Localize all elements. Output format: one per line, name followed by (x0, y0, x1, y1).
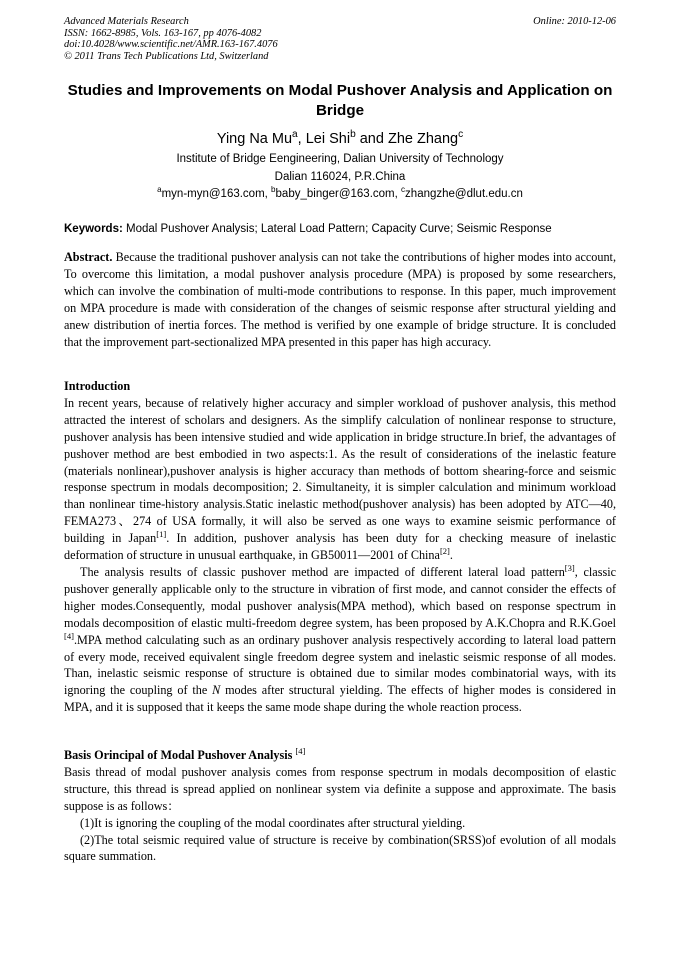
abstract-label: Abstract. (64, 250, 113, 264)
keywords-text: Modal Pushover Analysis; Lateral Load Pattern; Capacity Curve; Seismic Response (122, 223, 552, 235)
affiliation-city: Dalian 116024, P.R.China (274, 170, 406, 183)
citation-ref: [4] (295, 745, 306, 756)
author-list (64, 130, 616, 148)
author-superscript: c (458, 129, 464, 141)
copyright-line: © 2011 Trans Tech Publications Ltd, Switzerland (64, 50, 269, 62)
affiliation-block (64, 151, 616, 204)
abstract-section (64, 249, 616, 350)
author-name: Zhe Zhang (387, 131, 459, 147)
affiliation-emails (64, 186, 616, 204)
journal-header (64, 16, 616, 62)
author-separator: and (355, 131, 388, 147)
paragraph-text: .MPA method calculating such as an ordinary pushover analysis respectively according to lateral load pattern of every mode, received equivalent single freedom degree system and inelastic seismic response of all modes. Than, inelastic seismic response of structure is obtained due to similar modes combinatorial ways, with its ignoring the coupling of the (64, 632, 616, 698)
paragraph-text: The analysis results of classic pushover method are impacted of different lateral load pattern (80, 564, 565, 579)
email-address: zhangzhe@dlut.edu.cn (405, 188, 523, 200)
keywords-line (64, 221, 616, 237)
citation-ref: [1] (156, 529, 167, 540)
email-superscript: b (271, 185, 276, 195)
paragraph-text: , classic pushover generally applicable only to the structure in vibration of first mode, and cannot consider the effects of higher modes.Consequently, modal pushover analysis(MPA method), which based on response spectrum in modals decomposition of elastic multi-freedom degree system, has been proposed by A.K.Chopra and R.K.Goel (64, 564, 616, 630)
basis-list-item-1: (1)It is ignoring the coupling of the modal coordinates after structural yielding. (80, 815, 466, 830)
citation-ref: [2] (439, 546, 450, 556)
author-superscript: b (350, 129, 356, 141)
introduction-paragraph-1 (64, 395, 616, 564)
section-heading-basis (64, 747, 616, 764)
section-heading-introduction: Introduction (64, 379, 131, 393)
basis-section (64, 747, 616, 865)
affiliation-institute: Institute of Bridge Eengineering, Dalian University of Technology (176, 153, 504, 165)
author-superscript: a (292, 129, 298, 141)
citation-ref: [3] (564, 562, 575, 573)
email-superscript: c (401, 185, 406, 195)
keywords-label: Keywords: (64, 223, 123, 235)
basis-paragraph-1: Basis thread of modal pushover analysis comes from response spectrum in modals decomposition of elastic structure, this thread is spread applied on nonlinear system via definite a suppose and approximate. The basis suppose is as follows： (64, 764, 616, 813)
paper-title: Studies and Improvements on Modal Pushover Analysis and Application on Bridge (67, 82, 613, 119)
heading-text: Basis Orincipal of Modal Pushover Analysis (64, 748, 293, 762)
paragraph-text: modes after structural yielding. The effects of higher modes is considered in MPA, and it is supposed that it keeps the same mode shape during the whole reaction process. (64, 683, 616, 715)
introduction-paragraph-2 (64, 564, 616, 716)
basis-list-item-2: (2)The total seismic required value of structure is receive by combination(SRSS)of evolution of all modals square summation. (64, 832, 616, 864)
doi-line: doi:10.4028/www.scientific.net/AMR.163-167.4076 (64, 39, 278, 51)
author-name: Ying Na Mu (216, 131, 293, 147)
email-address: myn-myn@163.com, (161, 188, 272, 200)
author-separator: , (297, 131, 306, 147)
paragraph-text: . (449, 548, 453, 563)
math-variable-n: N (212, 683, 221, 698)
online-date: Online: 2010-12-06 (533, 16, 616, 27)
introduction-section (64, 378, 616, 716)
email-address: baby_binger@163.com, (275, 188, 402, 200)
issn-line: ISSN: 1662-8985, Vols. 163-167, pp 4076-4082 (64, 27, 262, 39)
email-superscript: a (157, 185, 162, 195)
author-name: Lei Shi (305, 131, 351, 147)
abstract-text: Because the traditional pushover analysis can not take the contributions of higher modes into account, To overcome this limitation, a modal pushover analysis procedure (MPA) is proposed by some researchers, which can involve the combination of multi-mode contributions to response. In this paper, much improvement on MPA procedure is made with consideration of the changes of seismic response after structural yielding and anew distribution of inertia forces. The method is verified by one example of bridge structure. It is concluded that the improvement part-sectionalized MPA presented in this paper has high accuracy. (64, 250, 616, 349)
citation-ref: [4] (64, 630, 74, 641)
journal-name: Advanced Materials Research (64, 16, 189, 27)
paragraph-text: In recent years, because of relatively higher accuracy and simpler workload of pushover analysis, this method attracted the interest of scholars and designers. As the simplify calculation of nonlinear response to structure, pushover analysis has been intensive studied and wide application in bridge structure.In brief, the advantages of pushover method are best embodied in two aspects:1. As the result of considerations of the inelastic feature (materials nonlinear),pushover analysis is higher accuracy than methods of bottom shearing-force and seismic response spectrum in modals decomposition; 2. Simultaneity, it is simpler calculation and minimum workload than nonlinear time-history analysis.Static inelastic method(pushover analysis) has been adopted by ATC—40, FEMA273、274 of USA formally, it will also be served as one ways to examine seismic performance of building in Japan (64, 395, 616, 546)
paragraph-text: . In addition, pushover analysis has been duty for a checking measure of inelastic deformation of structure in unusual earthquake, in GB50011—2001 of China (64, 531, 616, 563)
